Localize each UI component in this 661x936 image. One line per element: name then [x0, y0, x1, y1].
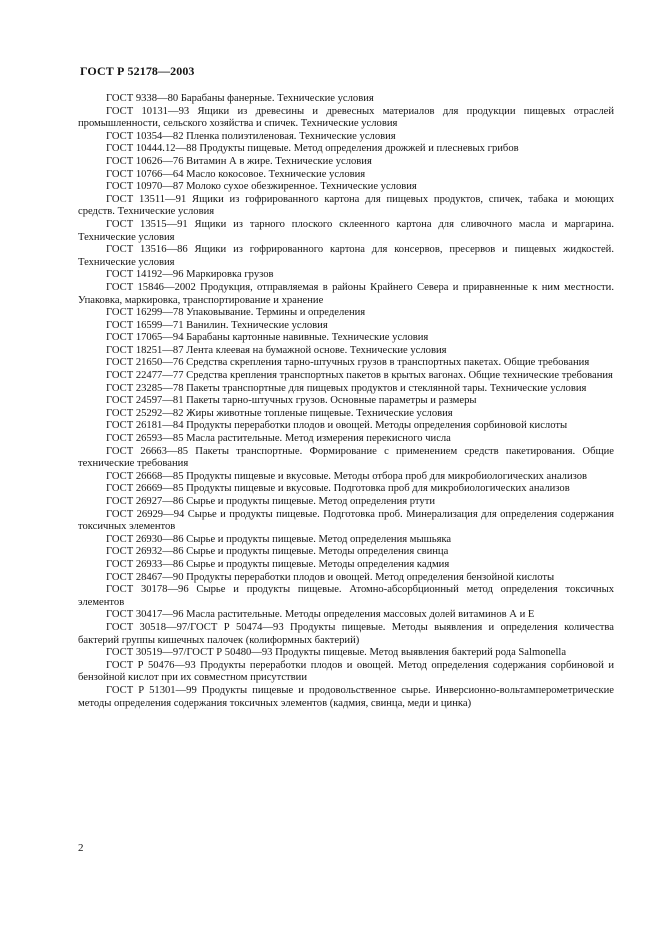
page-number: 2	[78, 842, 84, 854]
reference-entry: ГОСТ 28467—90 Продукты переработки плодов и овощей. Метод определения бензойной кислоты	[106, 571, 555, 583]
reference-entry: ГОСТ 13511—91 Ящики из гофрированного картона для пищевых продуктов, спичек, табака и моющих средств. Технические условия	[78, 193, 614, 218]
reference-entry: ГОСТ 21650—76 Средства скрепления тарно-штучных грузов в транспортных пакетах. Общие требования	[106, 357, 590, 369]
normative-references-list	[78, 93, 614, 710]
reference-entry: ГОСТ 26669—85 Продукты пищевые и вкусовые. Подготовка проб для микробиологических анализов	[106, 483, 570, 495]
reference-entry: ГОСТ 24597—81 Пакеты тарно-штучных грузов. Основные параметры и размеры	[106, 395, 477, 407]
reference-entry: ГОСТ 30178—96 Сырье и продукты пищевые. Атомно-абсорбционный метод определения токсичных элементов	[78, 584, 614, 608]
reference-entry: ГОСТ 30518—97/ГОСТ Р 50474—93 Продукты пищевые. Методы выявления и определения количества бактерий группы кишечных палочек (колиформных бактерий)	[78, 621, 614, 646]
reference-entry: ГОСТ 10970—87 Молоко сухое обезжиренное. Технические условия	[106, 181, 417, 193]
reference-entry: ГОСТ 13515—91 Ящики из тарного плоского склеенного картона для сливочного масла и маргарина. Технические условия	[78, 218, 614, 243]
reference-entry: ГОСТ 26663—85 Пакеты транспортные. Формирование с применением средств пакетирования. Общие технические требования	[78, 445, 614, 470]
reference-entry: ГОСТ 23285—78 Пакеты транспортные для пищевых продуктов и стеклянной тары. Технические условия	[106, 382, 587, 394]
reference-entry: ГОСТ 26668—85 Продукты пищевые и вкусовые. Методы отбора проб для микробиологических анализов	[106, 470, 588, 482]
reference-entry: ГОСТ 10626—76 Витамин А в жире. Технические условия	[106, 155, 372, 167]
reference-entry: ГОСТ 25292—82 Жиры животные топленые пищевые. Технические условия	[106, 407, 453, 419]
reference-entry: ГОСТ Р 51301—99 Продукты пищевые и продовольственное сырье. Инверсионно-вольтамперометрические методы определения содержания токсичных элементов (кадмия, свинца, меди и цинка)	[78, 684, 614, 709]
reference-entry: ГОСТ 26933—86 Сырье и продукты пищевые. Методы определения кадмия	[106, 558, 450, 570]
reference-entry: ГОСТ 26181—84 Продукты переработки плодов и овощей. Методы определения сорбиновой кислоты	[106, 420, 568, 432]
reference-entry: ГОСТ 30519—97/ГОСТ Р 50480—93 Продукты пищевые. Метод выявления бактерий рода Salmonella	[106, 647, 567, 659]
reference-entry: ГОСТ 10131—93 Ящики из древесины и древесных материалов для продукции пищевых отраслей промышленности, сельского хозяйства и спичек. Технические условия	[78, 105, 614, 130]
reference-entry: ГОСТ 26593—85 Масла растительные. Метод измерения перекисного числа	[106, 433, 451, 445]
reference-entry: ГОСТ 26929—94 Сырье и продукты пищевые. Подготовка проб. Минерализация для определения содержания токсичных элементов	[78, 508, 614, 533]
reference-entry: ГОСТ 26930—86 Сырье и продукты пищевые. Метод определения мышьяка	[106, 533, 452, 545]
reference-entry: ГОСТ 10354—82 Пленка полиэтиленовая. Технические условия	[106, 130, 396, 142]
reference-entry: ГОСТ 22477—77 Средства крепления транспортных пакетов в крытых вагонах. Общие технические требования	[106, 370, 613, 382]
reference-entry: ГОСТ 16299—78 Упаковывание. Термины и определения	[106, 307, 366, 319]
reference-entry: ГОСТ 10766—64 Масло кокосовое. Технические условия	[106, 168, 366, 180]
document-header: ГОСТ Р 52178—2003	[80, 64, 195, 78]
reference-entry: ГОСТ 30417—96 Масла растительные. Методы определения массовых долей витаминов А и Е	[106, 609, 535, 621]
reference-entry: ГОСТ 10444.12—88 Продукты пищевые. Метод определения дрожжей и плесневых грибов	[106, 143, 519, 155]
reference-entry: ГОСТ 17065—94 Барабаны картонные навивные. Технические условия	[106, 332, 429, 344]
reference-entry: ГОСТ 13516—86 Ящики из гофрированного картона для консервов, пресервов и пищевых жидкостей. Технические условия	[78, 244, 614, 268]
reference-entry: ГОСТ 15846—2002 Продукция, отправляемая в районы Крайнего Севера и приравненные к ним местности. Упаковка, маркировка, транспортирование и хранение	[78, 281, 614, 306]
reference-entry: ГОСТ 26927—86 Сырье и продукты пищевые. Метод определения ртути	[106, 496, 436, 507]
reference-entry: ГОСТ 18251—87 Лента клеевая на бумажной основе. Технические условия	[106, 344, 447, 356]
reference-entry: ГОСТ 9338—80 Барабаны фанерные. Технические условия	[106, 93, 374, 104]
reference-entry: ГОСТ 26932—86 Сырье и продукты пищевые. Методы определения свинца	[106, 546, 449, 558]
reference-entry: ГОСТ 14192—96 Маркировка грузов	[106, 269, 274, 281]
reference-entry: ГОСТ Р 50476—93 Продукты переработки плодов и овощей. Метод определения содержания сорбиновой и бензойной кислот при их совместном присутствии	[78, 659, 614, 684]
reference-entry: ГОСТ 16599—71 Ванилин. Технические условия	[106, 319, 328, 331]
